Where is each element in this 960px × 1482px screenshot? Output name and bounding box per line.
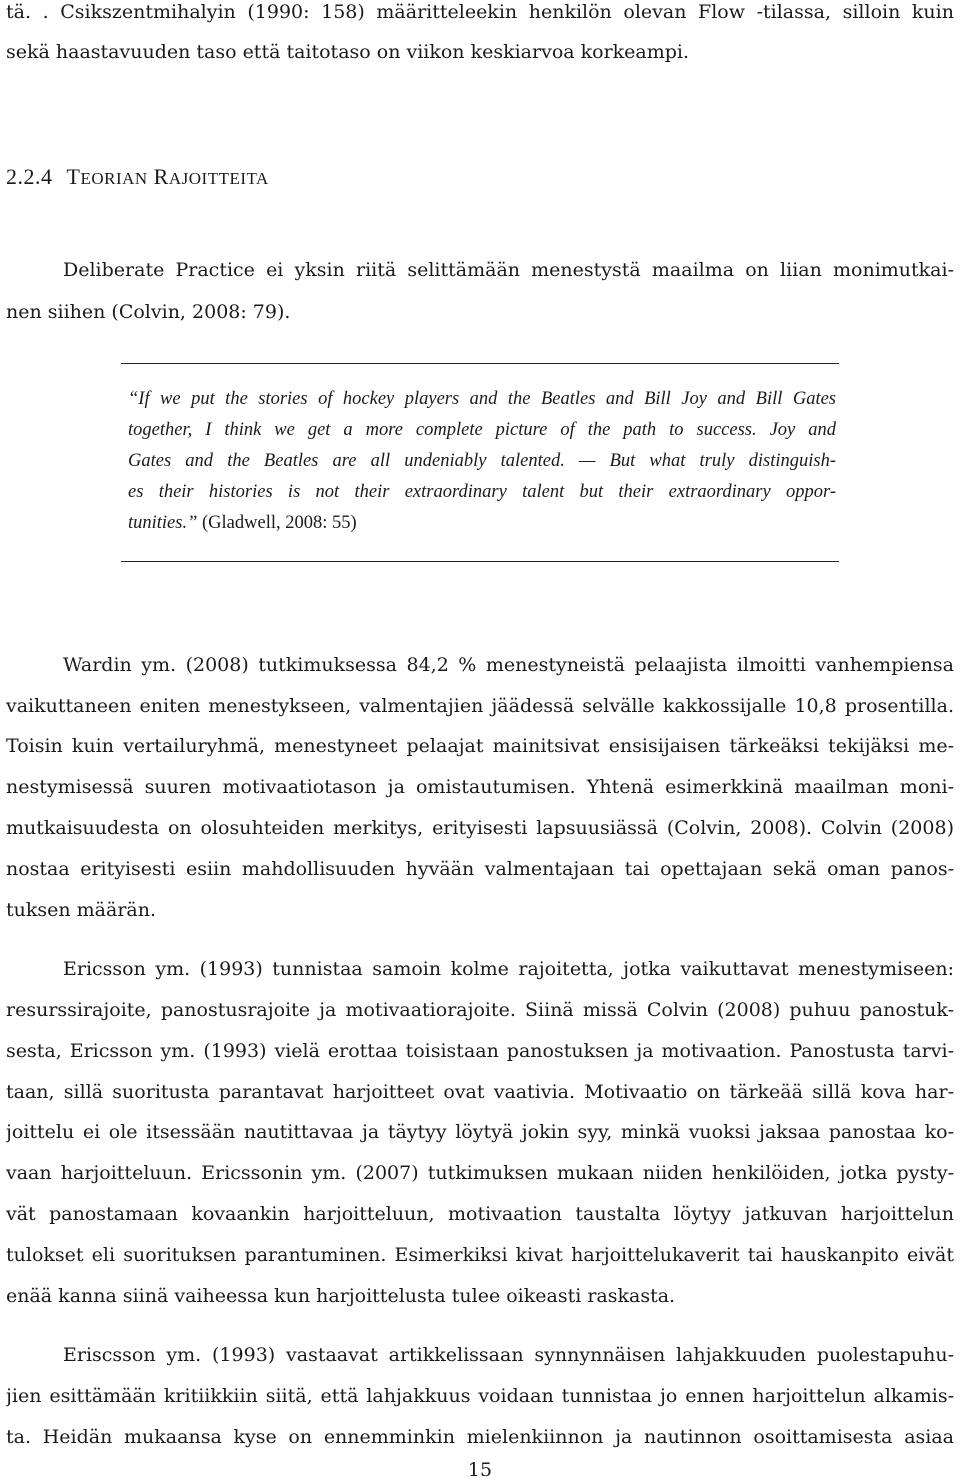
paragraph-line: sesta, Ericsson ym. (1993) vielä erottaa toisistaan panostuksen ja motivaation. Panostusta tarvi- — [6, 1040, 954, 1062]
paragraph-line: sekä haastavuuden taso että taitotaso on viikon keskiarvoa korkeampi. — [6, 41, 690, 63]
paragraph-line: Eriscsson ym. (1993) vastaavat artikkelissaan synnynnäisen lahjakkuuden puolestapuhu- — [63, 1344, 954, 1366]
section-title-rest-1: EORIAN — [80, 169, 148, 188]
paragraph-line: ta. Heidän mukaansa kyse on ennemminkin mielenkiinnon ja nautinnon osoittamisesta asiaa — [6, 1426, 954, 1448]
paragraph-line: vaikuttaneen eniten menestykseen, valmentajien jäädessä selvälle kakkossijalle 10,8 prosentilla. — [6, 695, 954, 717]
paragraph-line: resurssirajoite, panostusrajoite ja motivaatiorajoite. Siinä missä Colvin (2008) puhuu panostuk- — [6, 999, 954, 1021]
quote-top-rule — [121, 363, 839, 364]
paragraph-line: enää kanna siinä vaiheessa kun harjoittelusta tulee oikeasti raskasta. — [6, 1285, 676, 1307]
quote-line: es their histories is not their extraordinary talent but their extraordinary oppor- — [128, 482, 836, 502]
paragraph-line: nestymisessä suuren motivaatiotason ja omistautumisen. Yhtenä esimerkkinä maailman moni- — [6, 776, 954, 798]
section-title-initial-1: T — [66, 164, 81, 189]
quote-citation: (Gladwell, 2008: 55) — [202, 513, 357, 533]
quote-line: “If we put the stories of hockey players and the Beatles and Bill Joy and Bill Gates — [128, 389, 836, 409]
block-quote — [128, 384, 836, 539]
paragraph-line: tä. . Csikszentmihalyin (1990: 158) määritteleekin henkilön olevan Flow -tilassa, silloin kuin — [6, 1, 954, 23]
quote-bottom-rule — [121, 561, 839, 562]
quote-last-line — [128, 508, 836, 539]
quote-line: Gates and the Beatles are all undeniably talented. — But what truly distinguish- — [128, 451, 836, 471]
page-number: 15 — [467, 1459, 493, 1481]
section-heading — [6, 163, 269, 193]
quote-line-end: tunities.” — [128, 513, 198, 533]
paragraph-line: jien esittämään kritiikkiin siitä, että lahjakkuus voidaan tunnistaa jo ennen harjoittelun alkamis- — [6, 1385, 954, 1407]
paragraph-line: joittelu ei ole itsessään nautittavaa ja täytyy löytyä jokin syy, minkä vuoksi jaksaa panostaa ko- — [6, 1121, 954, 1143]
quote-line: together, I think we get a more complete picture of the path to success. Joy and — [128, 420, 836, 440]
paragraph-line: nen siihen (Colvin, 2008: 79). — [6, 301, 291, 323]
section-title-rest-2: AJOITTEITA — [168, 169, 269, 188]
section-title-initial-2: R — [153, 164, 169, 189]
paragraph-line: mutkaisuudesta on olosuhteiden merkitys, erityisesti lapsuusiässä (Colvin, 2008). Colvin (2008) — [6, 817, 954, 839]
paragraph-line: tulokset eli suorituksen parantuminen. Esimerkiksi kivat harjoittelukaverit tai hauskanpito eivät — [6, 1244, 954, 1266]
paragraph-line: nostaa erityisesti esiin mahdollisuuden hyvään valmentajaan tai opettajaan sekä oman panos- — [6, 858, 954, 880]
paragraph-line: taan, sillä suoritusta parantavat harjoitteet ovat vaativia. Motivaatio on tärkeää sillä kova har- — [6, 1081, 954, 1103]
paragraph-line: Ericsson ym. (1993) tunnistaa samoin kolme rajoitetta, jotka vaikuttavat menestymiseen: — [63, 958, 954, 980]
paragraph-line: vaan harjoitteluun. Ericssonin ym. (2007) tutkimuksen mukaan niiden henkilöiden, jotka pysty- — [6, 1162, 954, 1184]
paragraph-line: tuksen määrän. — [6, 899, 157, 921]
section-number: 2.2.4 — [6, 164, 53, 189]
paragraph-line: Wardin ym. (2008) tutkimuksessa 84,2 % menestyneistä pelaajista ilmoitti vanhempiensa — [63, 654, 954, 676]
paragraph-line: Toisin kuin vertailuryhmä, menestyneet pelaajat mainitsivat ensisijaisen tärkeäksi tekijäksi me- — [6, 735, 954, 757]
paragraph-line: Deliberate Practice ei yksin riitä selittämään menestystä maailma on liian monimutkai- — [63, 259, 954, 281]
paragraph-line: vät panostamaan kovaankin harjoitteluun, motivaation taustalta löytyy jatkuvan harjoittelun — [6, 1203, 954, 1225]
